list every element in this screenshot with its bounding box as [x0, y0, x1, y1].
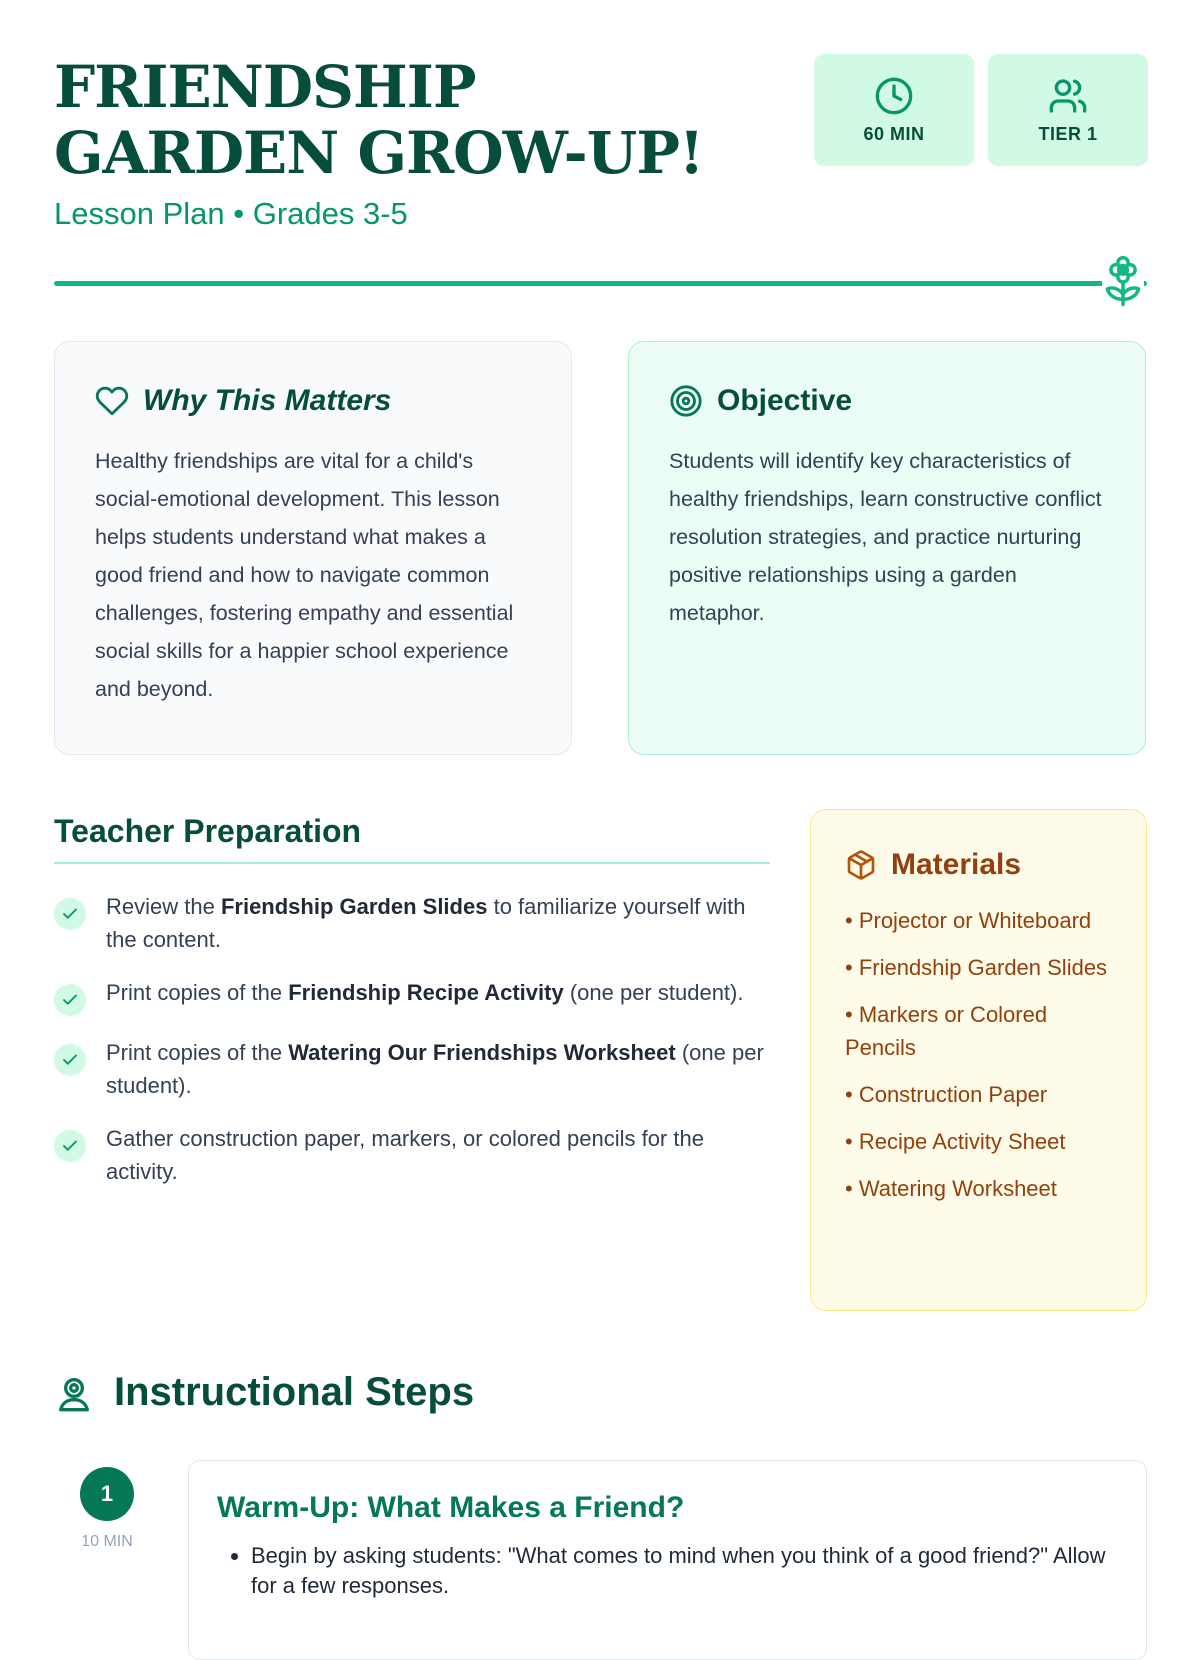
prep-item-resource: Friendship Garden Slides — [220, 894, 488, 919]
prep-item-text: Print copies of the — [106, 1040, 289, 1065]
target-icon — [669, 384, 703, 418]
page-subtitle: Lesson Plan • Grades 3-5 — [54, 196, 408, 231]
duration-badge — [814, 54, 974, 166]
heart-icon — [95, 384, 129, 418]
prep-item-text: to familiarize yourself with the content. — [106, 894, 746, 952]
objective-card — [628, 341, 1146, 755]
material-item: • Projector or Whiteboard — [845, 908, 1092, 933]
prep-item — [54, 976, 770, 1016]
why-card — [54, 341, 572, 755]
materials-card — [810, 809, 1147, 1311]
why-title: Why This Matters — [143, 384, 392, 417]
prep-item-text: (one per student). — [106, 1040, 764, 1098]
instructional-steps-header — [54, 1370, 474, 1415]
check-icon — [54, 1044, 86, 1076]
lesson-plan-page — [54, 0, 1147, 1600]
lesson-badges — [814, 54, 1148, 166]
why-body: Healthy friendships are vital for a child's social-emotional development. This lesson helps students understand what makes a good friend and how to navigate common challenges, fostering empathy and essential social skills for a happier school experience and beyond. — [95, 449, 514, 701]
prep-title: Teacher Preparation — [54, 813, 770, 864]
check-icon — [54, 984, 86, 1016]
header-divider — [54, 281, 1147, 286]
prep-item-text: Gather construction paper, markers, or colored pencils for the activity. — [106, 1126, 704, 1184]
teacher-icon — [54, 1373, 94, 1413]
package-icon — [845, 849, 877, 881]
prep-item — [54, 1122, 770, 1188]
prep-item-text: Review the — [106, 894, 221, 919]
clock-icon — [874, 76, 914, 116]
prep-item — [54, 1036, 770, 1102]
prep-list — [54, 890, 770, 1188]
step-bullet: • Begin by asking students: "What comes to mind when you think of a good friend?" Allow for a few responses. — [251, 1541, 1118, 1601]
duration-label: 60 MIN — [863, 123, 925, 144]
tier-label: TIER 1 — [1038, 123, 1098, 144]
step-bullets — [217, 1541, 1118, 1601]
flower-icon — [1102, 256, 1144, 308]
materials-list — [845, 904, 1112, 1205]
prep-item-resource: Watering Our Friendships Worksheet — [288, 1040, 676, 1065]
check-icon — [54, 1130, 86, 1162]
tier-badge — [988, 54, 1148, 166]
prep-item-text: (one per student). — [563, 980, 744, 1005]
users-icon — [1048, 76, 1088, 116]
step-card — [188, 1460, 1147, 1660]
steps-title: Instructional Steps — [114, 1370, 475, 1414]
material-item: • Construction Paper — [845, 1082, 1048, 1107]
check-icon — [54, 898, 86, 930]
prep-item-text: Print copies of the — [106, 980, 289, 1005]
prep-item — [54, 890, 770, 956]
material-item: • Markers or Colored Pencils — [845, 1002, 1048, 1060]
teacher-preparation — [54, 813, 770, 1208]
materials-title: Materials — [891, 848, 1022, 881]
material-item: • Watering Worksheet — [845, 1176, 1057, 1201]
material-item: • Recipe Activity Sheet — [845, 1129, 1066, 1154]
objective-body: Students will identify key characteristics of healthy friendships, learn constructive conflict resolution strategies, and practice nurturing positive relationships using a garden metaphor. — [669, 449, 1102, 625]
step-title: Warm-Up: What Makes a Friend? — [217, 1491, 685, 1524]
material-item: • Friendship Garden Slides — [845, 955, 1108, 980]
objective-title: Objective — [717, 384, 853, 417]
step-duration: 10 MIN — [81, 1533, 133, 1550]
step-number: 1 — [80, 1467, 134, 1521]
prep-item-resource: Friendship Recipe Activity — [288, 980, 564, 1005]
page-title: FRIENDSHIP GARDEN GROW-UP! — [54, 53, 704, 187]
